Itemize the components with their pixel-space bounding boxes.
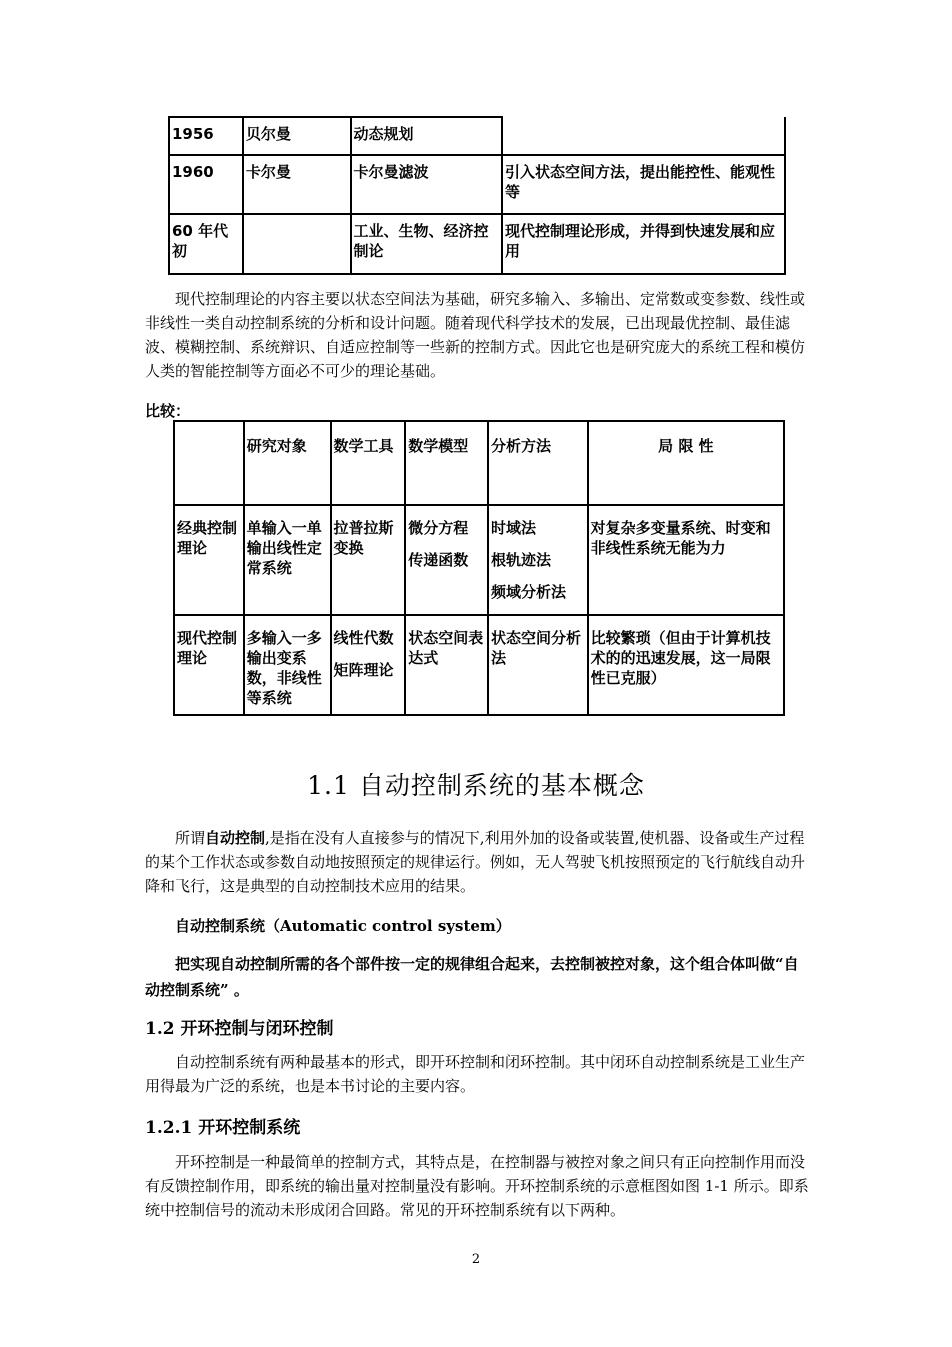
- model-item: 传递函数: [408, 551, 469, 569]
- header-cell: 数学模型: [405, 421, 488, 505]
- person-cell: [243, 214, 351, 274]
- year-cell: 60 年代初: [169, 214, 243, 274]
- open-closed-paragraph: 自动控制系统有两种最基本的形式，即开环控制和闭环控制。其中闭环自动控制系统是工业生产用得最为广泛的系统，也是本书讨论的主要内容。: [145, 1053, 806, 1095]
- year-cell: 1960: [169, 155, 243, 214]
- table-row: [174, 505, 784, 615]
- table-row: [169, 214, 785, 274]
- subsection-title: 1.2.1 开环控制系统: [145, 1118, 301, 1138]
- header-cell: 研究对象: [244, 421, 331, 505]
- item-cell: 工业、生物、经济控制论: [351, 214, 503, 274]
- person-cell: 贝尔曼: [243, 117, 351, 155]
- object-cell: 多输入一多输出变系数，非线性等系统: [244, 615, 331, 715]
- header-cell: [174, 421, 244, 505]
- method-item: 根轨迹法: [491, 551, 552, 569]
- intro-paragraph: 现代控制理论的内容主要以状态空间法为基础，研究多输入、多输出、定常数或变参数、线性或非线性一类自动控制系统的分析和设计问题。随着现代科学技术的发展，已出现最优控制、最佳滤波、模糊控制、系统辩识、自适应控制等一些新的控制方式。因此它也是研究庞大的系统工程和模仿人类的智能控制等方面必不可少的理论基础。: [145, 290, 806, 380]
- item-cell: 动态规划: [351, 117, 503, 155]
- timeline-table: [168, 116, 786, 275]
- paragraph-text: ,是指在没有人直接参与的情况下,利用外加的设备或装置,使机器、设备或生产过程的某个工作状态或参数自动地按照预定的规律运行。例如，无人驾驶飞机按照预定的飞行航线自动升降和飞行，这是典型的自动控制技术应用的结果。: [145, 829, 806, 895]
- method-item: 时域法: [491, 519, 537, 537]
- compare-label: 比较：: [145, 402, 191, 420]
- tool-item: 线性代数: [333, 629, 394, 647]
- object-cell: 单输入一单输出线性定常系统: [244, 505, 331, 615]
- model-item: 微分方程: [408, 519, 469, 537]
- open-loop-paragraph: 开环控制是一种最简单的控制方式，其特点是，在控制器与被控对象之间只有正向控制作用而没有反馈控制作用，即系统的输出量对控制量没有影响。开环控制系统的示意框图如图 1-1 所示。即系统中控制信号的流动未形成闭合回路。常见的开环控制系统有以下两种。: [145, 1153, 809, 1219]
- tool-cell: [331, 615, 406, 715]
- item-cell: 卡尔曼滤波: [351, 155, 503, 214]
- model-cell: 状态空间表达式: [405, 615, 488, 715]
- table-row: [169, 155, 785, 214]
- year-cell: 1956: [169, 117, 243, 155]
- page-number: 2: [471, 1252, 481, 1267]
- system-label: 自动控制系统（Automatic control system）: [175, 917, 511, 935]
- comparison-table: [173, 420, 785, 716]
- model-cell: [405, 505, 488, 615]
- section-title: 1.1 自动控制系统的基本概念: [307, 771, 645, 800]
- header-cell: 数学工具: [331, 421, 406, 505]
- table-row: [174, 615, 784, 715]
- header-cell: 分析方法: [488, 421, 588, 505]
- table-row: [169, 117, 785, 155]
- tool-item: 矩阵理论: [333, 661, 394, 679]
- row-label-classical: 经典控制理论: [174, 505, 244, 615]
- header-cell: 局 限 性: [588, 421, 784, 505]
- method-item: 频域分析法: [491, 583, 567, 601]
- tool-cell: 拉普拉斯变换: [331, 505, 406, 615]
- method-cell: [488, 505, 588, 615]
- row-label-modern: 现代控制理论: [174, 615, 244, 715]
- limit-cell: 比较繁琐（但由于计算机技术的的迅速发展，这一局限性已克服）: [588, 615, 784, 715]
- auto-control-paragraph: [145, 826, 810, 898]
- note-cell: 引入状态空间方法，提出能控性、能观性等: [502, 155, 785, 214]
- note-cell: [502, 117, 785, 155]
- paragraph-text: 所谓: [175, 829, 206, 847]
- note-cell: 现代控制理论形成，并得到快速发展和应用: [502, 214, 785, 274]
- table-header-row: [174, 421, 784, 505]
- limit-cell: 对复杂多变量系统、时变和非线性系统无能为力: [588, 505, 784, 615]
- person-cell: 卡尔曼: [243, 155, 351, 214]
- term-auto-control: 自动控制: [205, 829, 266, 847]
- method-cell: 状态空间分析法: [488, 615, 588, 715]
- system-definition: 把实现自动控制所需的各个部件按一定的规律组合起来，去控制被控对象，这个组合体叫做“自动控制系统” 。: [145, 955, 799, 999]
- subsection-title: 1.2 开环控制与闭环控制: [145, 1019, 334, 1039]
